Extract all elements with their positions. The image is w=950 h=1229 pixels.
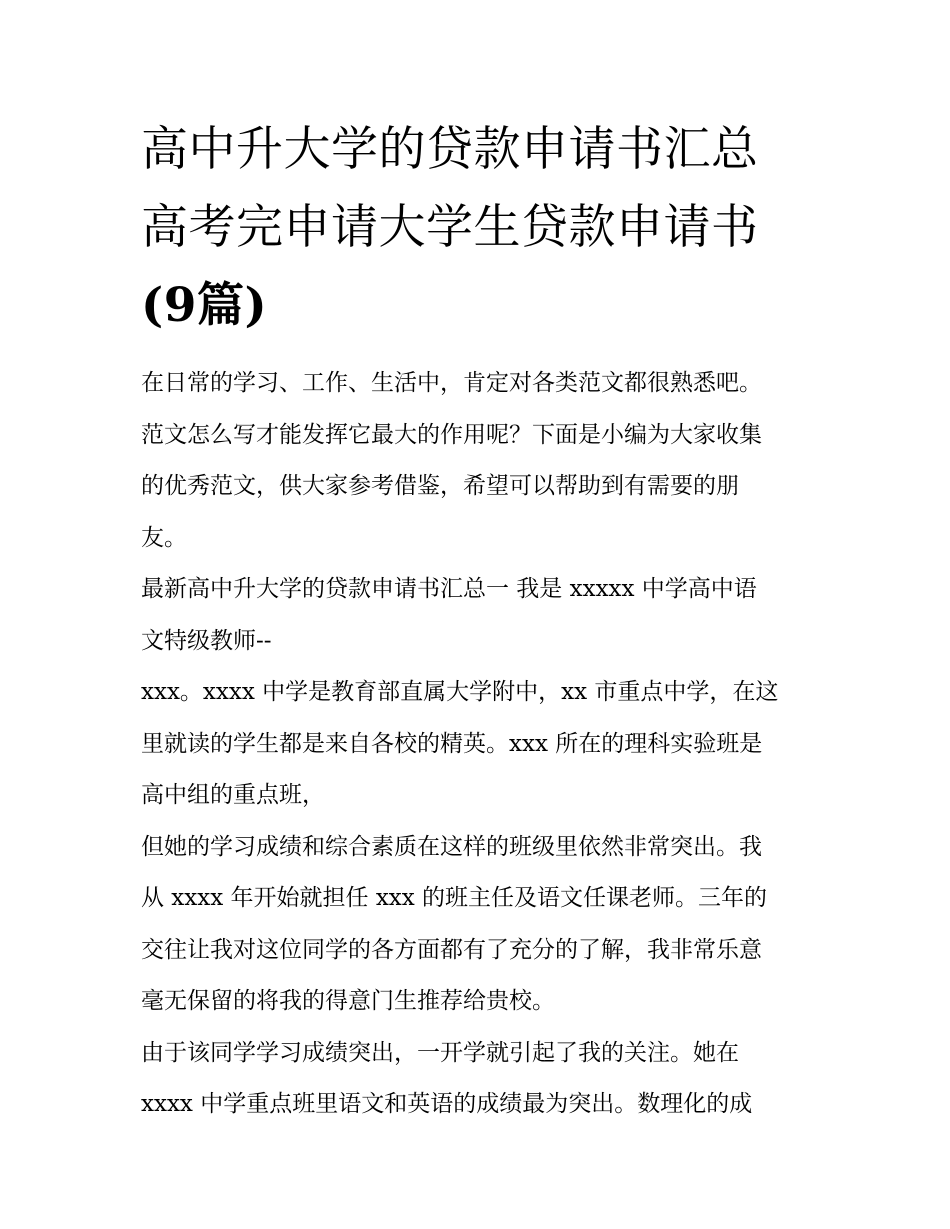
title-line-3: (9篇) — [141, 278, 268, 333]
body-line-10: 但她的学习成绩和综合素质在这样的班级里依然非常突出。我 — [141, 833, 762, 860]
body-line-12: 交往让我对这位同学的各方面都有了充分的了解，我非常乐意 — [141, 936, 762, 963]
body-line-2: 范文怎么写才能发挥它最大的作用呢？下面是小编为大家收集 — [141, 421, 762, 448]
body-line-3: 的优秀范文，供大家参考借鉴，希望可以帮助到有需要的朋 — [141, 473, 739, 499]
body-line-1: 在日常的学习、工作、生活中，肯定对各类范文都很熟悉吧。 — [141, 370, 762, 396]
body-line-11: 从 xxxx 年开始就担任 xxx 的班主任及语文任课老师。三年的 — [141, 885, 768, 911]
body-line-15: xxxx 中学重点班里语文和英语的成绩最为突出。数理化的成 — [141, 1091, 753, 1117]
body-line-9: 高中组的重点班， — [141, 782, 325, 808]
title-line-1: 高中升大学的贷款申请书汇总 — [141, 122, 759, 177]
body-line-6: 文特级教师-- — [141, 627, 272, 654]
document-body — [141, 358, 821, 1131]
body-line-13: 毫无保留的将我的得意门生推荐给贵校。 — [141, 988, 555, 1014]
title-line-2: 高考完申请大学生贷款申请书 — [141, 200, 759, 255]
body-line-4: 友。 — [141, 524, 187, 551]
body-line-7: xxx。xxxx 中学是教育部直属大学附中，xx 市重点中学，在这 — [141, 679, 779, 705]
body-line-14: 由于该同学学习成绩突出，一开学就引起了我的关注。她在 — [141, 1039, 739, 1066]
document-title — [141, 111, 821, 345]
body-line-5: 最新高中升大学的贷款申请书汇总一 我是 xxxxx 中学高中语 — [141, 576, 757, 602]
body-line-8: 里就读的学生都是来自各校的精英。xxx 所在的理科实验班是 — [141, 730, 763, 757]
